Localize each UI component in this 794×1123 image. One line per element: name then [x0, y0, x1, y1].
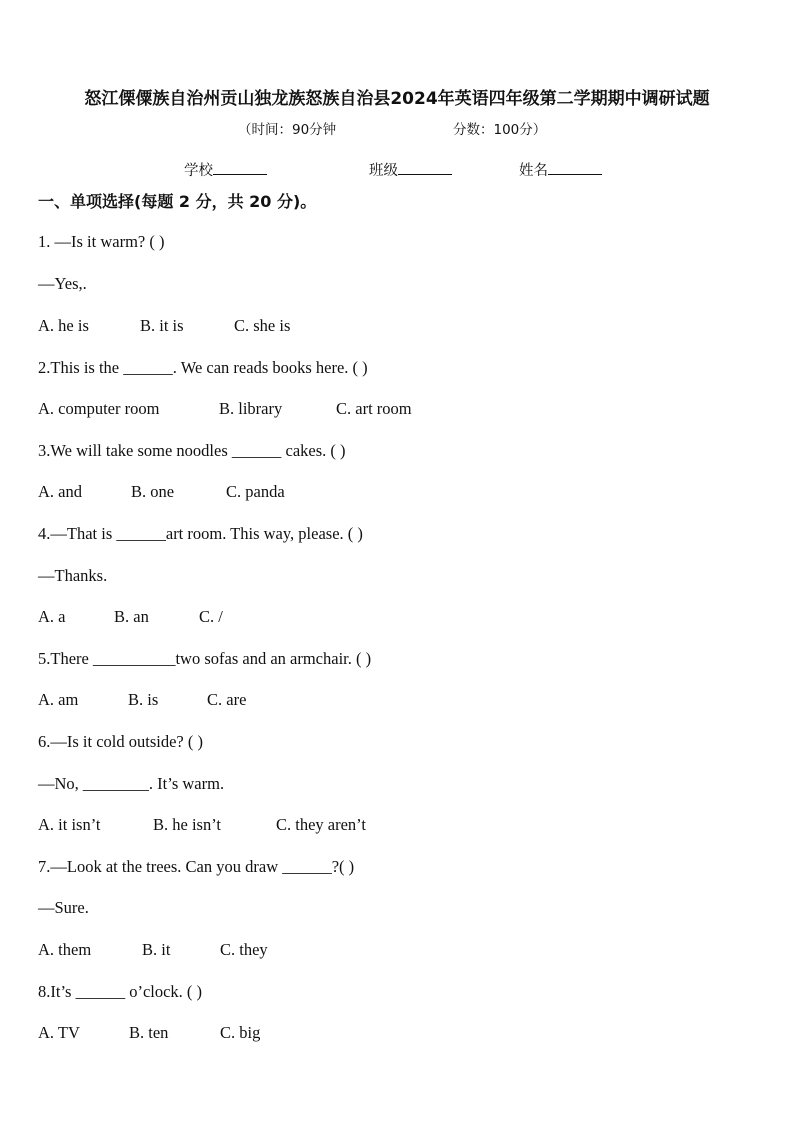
question-4-option-b: B. an [114, 607, 149, 626]
question-4-stem: 4.—That is ______art room. This way, please. ( ) [38, 524, 363, 543]
question-3-option-b: B. one [131, 482, 175, 501]
school-blank [213, 160, 267, 175]
question-3-stem: 3.We will take some noodles ______ cakes. ( ) [38, 441, 346, 460]
school-field [184, 159, 267, 180]
question-3-option-c: C. panda [226, 482, 285, 501]
class-blank [398, 160, 452, 175]
question-1-reply: —Yes,. [38, 274, 87, 293]
section-heading: 一、单项选择(每题 2 分，共 20 分)。 [38, 192, 317, 211]
page-title: 怒江傈僳族自治州贡山独龙族怒族自治县2024年英语四年级第二学期期中调研试题 [84, 89, 710, 109]
question-2-option-c: C. art room [336, 399, 412, 418]
question-1-option-b: B. it is [140, 316, 184, 335]
question-8-option-a: A. TV [38, 1023, 80, 1042]
question-5-option-b: B. is [128, 690, 159, 709]
question-2-option-a: A. computer room [38, 399, 160, 418]
question-6-option-a: A. it isn’t [38, 815, 101, 834]
name-blank [548, 160, 602, 175]
question-6-reply: —No, ________. It’s warm. [38, 774, 225, 793]
question-5-stem: 5.There __________two sofas and an armchair. ( ) [38, 649, 372, 668]
question-8-stem: 8.It’s ______ o’clock. ( ) [38, 982, 203, 1001]
exam-score: 分数：100分） [453, 122, 547, 138]
question-7-reply: —Sure. [38, 898, 89, 917]
question-7-option-b: B. it [142, 940, 171, 959]
question-7-option-a: A. them [38, 940, 92, 959]
question-5-option-c: C. are [207, 690, 247, 709]
question-3-option-a: A. and [38, 482, 82, 501]
class-field [369, 159, 452, 180]
question-4-option-a: A. a [38, 607, 66, 626]
question-2-stem: 2.This is the ______. We can reads books here. ( ) [38, 358, 368, 377]
question-1-option-c: C. she is [234, 316, 291, 335]
question-8-option-b: B. ten [129, 1023, 169, 1042]
question-6-option-c: C. they aren’t [276, 815, 366, 834]
question-1-option-a: A. he is [38, 316, 89, 335]
question-2-option-b: B. library [219, 399, 283, 418]
question-6-option-b: B. he isn’t [153, 815, 221, 834]
school-label: 学校 [184, 163, 213, 179]
question-8-option-c: C. big [220, 1023, 261, 1042]
question-1-stem: 1. —Is it warm? ( ) [38, 232, 165, 251]
question-7-option-c: C. they [220, 940, 268, 959]
name-label: 姓名 [519, 163, 548, 179]
question-6-stem: 6.—Is it cold outside? ( ) [38, 732, 203, 751]
question-4-reply: —Thanks. [38, 566, 108, 585]
question-5-option-a: A. am [38, 690, 79, 709]
question-7-stem: 7.—Look at the trees. Can you draw ______?( ) [38, 857, 355, 876]
exam-time: （时间：90分钟 [238, 122, 337, 138]
class-label: 班级 [369, 163, 398, 179]
name-field [519, 159, 602, 180]
question-4-option-c: C. / [199, 607, 223, 626]
